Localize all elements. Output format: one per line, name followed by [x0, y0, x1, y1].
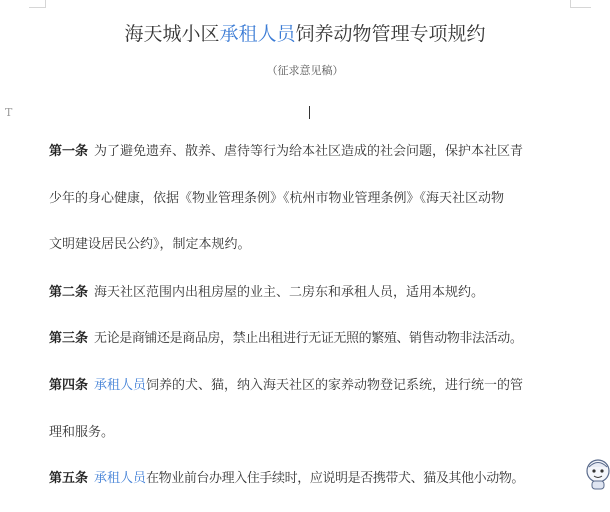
article-4-line-2: [49, 421, 114, 440]
article-4-text-1: 饲养的犬、猫，纳入海天社区的家养动物登记系统，进行统一的管: [146, 378, 524, 393]
article-4-line-1: [49, 374, 523, 393]
assistant-mascot-icon[interactable]: [584, 458, 610, 490]
article-4-highlight: 承租人员: [94, 378, 147, 393]
article-2-number: 第二条: [49, 285, 89, 300]
page-corner-mark-right: [570, 0, 591, 8]
document-subtitle: （征求意见稿）: [266, 64, 344, 77]
article-3-text-1: 无论是商铺还是商品房，禁止出租进行无证无照的繁殖、销售动物非法活动。: [94, 331, 523, 346]
article-5-line-1: [49, 467, 524, 486]
article-1-line-1: [49, 140, 523, 159]
article-3-number: 第三条: [49, 331, 89, 346]
margin-text-marker: T: [5, 106, 13, 119]
article-1-text-3: 文明建设居民公约》，制定本规约。: [49, 237, 251, 252]
article-5-text-1: 在物业前台办理入住手续时，应说明是否携带犬、猫及其他小动物。: [146, 471, 525, 486]
article-1-line-3: [49, 233, 251, 252]
article-2-line-1: [49, 281, 484, 300]
title-part1: 海天城小区: [124, 23, 220, 45]
article-4-number: 第四条: [49, 378, 89, 393]
article-2-text-1: 海天社区范围内出租房屋的业主、二房东和承租人员，适用本规约。: [94, 285, 485, 300]
text-cursor: [309, 106, 310, 119]
article-5-number: 第五条: [49, 471, 89, 486]
article-1-text-2: 少年的身心健康，依据《物业管理条例》《杭州市物业管理条例》《海天社区动物: [49, 191, 505, 206]
page-corner-mark-left: [29, 0, 46, 8]
title-highlight: 承租人员: [219, 23, 296, 45]
article-1-text-1: 为了避免遗弃、散养、虐待等行为给本社区造成的社会问题，保护本社区青: [94, 144, 524, 159]
article-4-text-2: 理和服务。: [49, 425, 115, 440]
article-1-number: 第一条: [49, 144, 89, 159]
title-part2: 饲养动物管理专项规约: [295, 23, 486, 45]
document-title: [0, 19, 610, 46]
article-1-line-2: [49, 187, 504, 206]
article-5-highlight: 承租人员: [94, 471, 147, 486]
article-3-line-1: [49, 327, 522, 346]
